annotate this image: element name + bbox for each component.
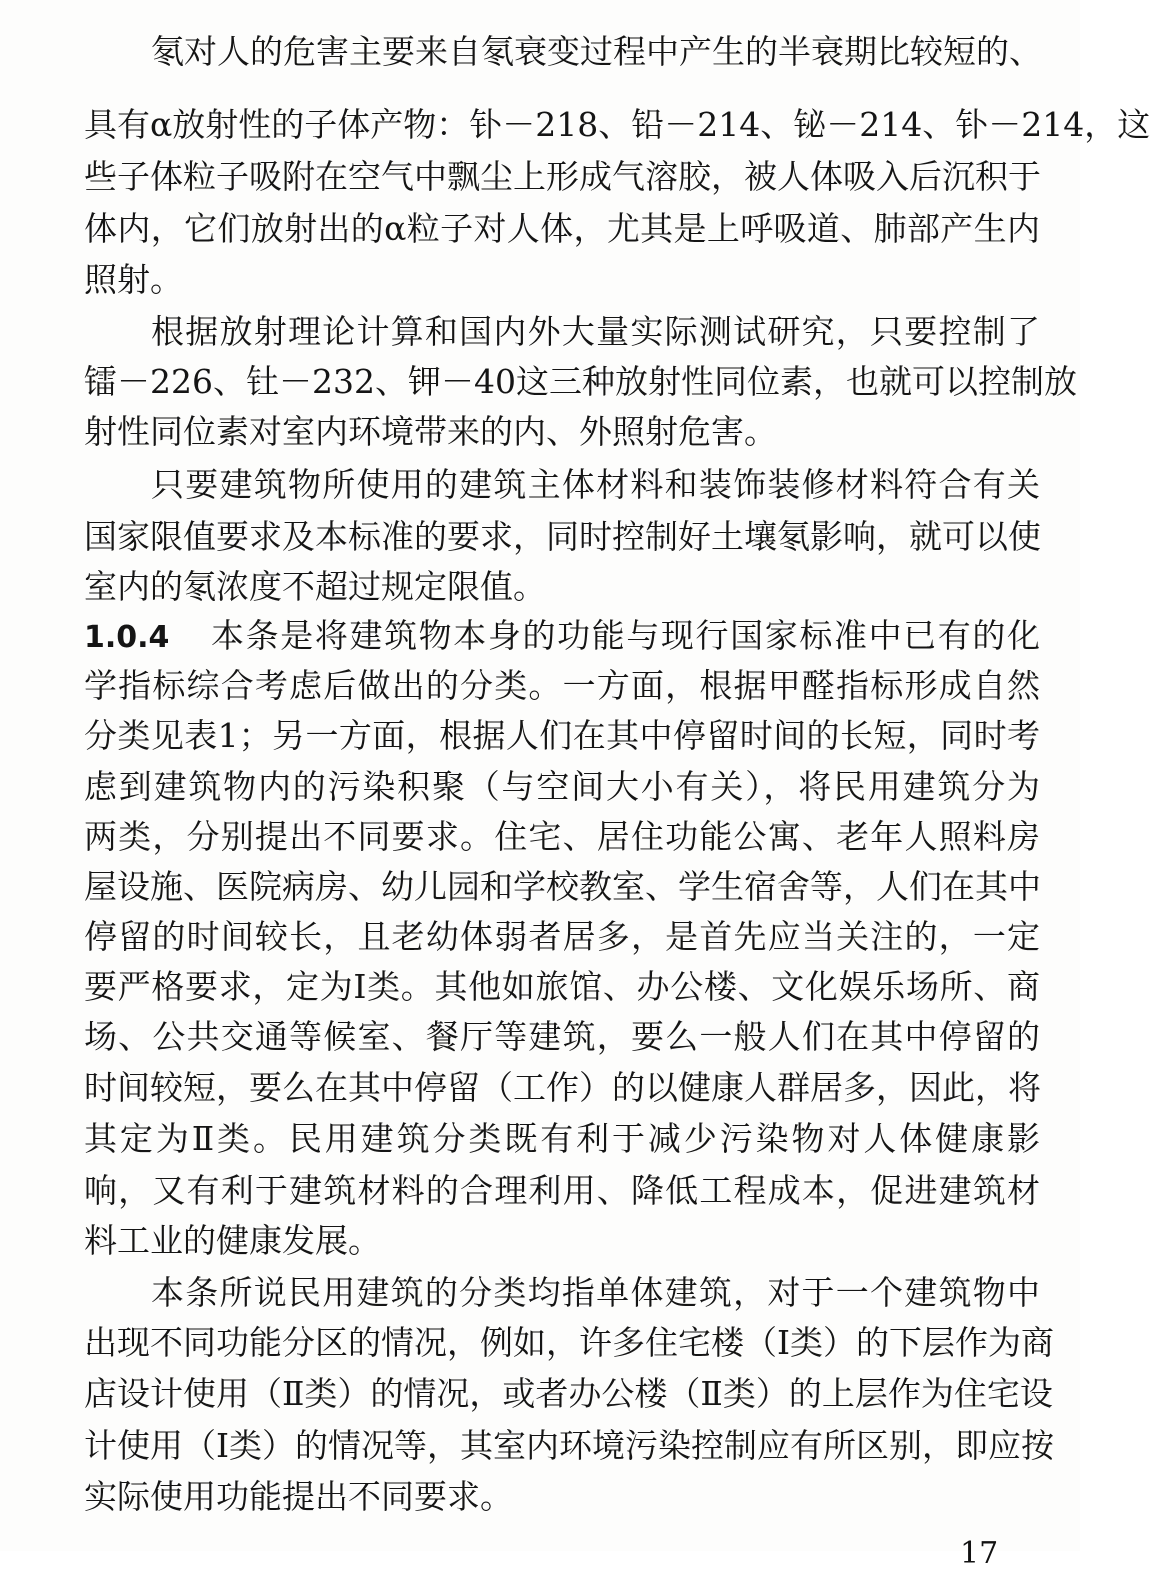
text-line: 两类，分别提出不同要求。住宅、居住功能公寓、老年人照料房 bbox=[84, 817, 1040, 856]
text-line: 射性同位素对室内环境带来的内、外照射危害。 bbox=[84, 412, 777, 451]
text-line: 只要建筑物所使用的建筑主体材料和装饰装修材料符合有关 bbox=[151, 465, 1040, 504]
text-line: 要严格要求，定为Ⅰ类。其他如旅馆、办公楼、文化娱乐场所、商 bbox=[84, 967, 1040, 1006]
text-line: 些子体粒子吸附在空气中飘尘上形成气溶胶，被人体吸入后沉积于 bbox=[84, 157, 1041, 196]
text-line: 出现不同功能分区的情况，例如，许多住宅楼（Ⅰ类）的下层作为商 bbox=[84, 1323, 1055, 1362]
text-line: 停留的时间较长，且老幼体弱者居多，是首先应当关注的，一定 bbox=[84, 917, 1040, 956]
text-line: 响，又有利于建筑材料的合理利用、降低工程成本，促进建筑材 bbox=[84, 1171, 1040, 1210]
text-line: 本条所说民用建筑的分类均指单体建筑，对于一个建筑物中 bbox=[151, 1273, 1040, 1312]
text-line: 根据放射理论计算和国内外大量实际测试研究，只要控制了 bbox=[151, 312, 1040, 351]
text-line: 学指标综合考虑后做出的分类。一方面，根据甲醛指标形成自然 bbox=[84, 666, 1040, 705]
text-line: 分类见表1；另一方面，根据人们在其中停留时间的长短，同时考 bbox=[84, 716, 1040, 755]
text-line: 氡对人的危害主要来自氡衰变过程中产生的半衰期比较短的、 bbox=[151, 32, 1042, 71]
text-line: 实际使用功能提出不同要求。 bbox=[84, 1477, 513, 1516]
text-line: 屋设施、医院病房、幼儿园和学校教室、学生宿舍等，人们在其中 bbox=[84, 867, 1041, 906]
text-line: 时间较短，要么在其中停留（工作）的以健康人群居多，因此，将 bbox=[84, 1068, 1041, 1107]
clause-first-line bbox=[84, 611, 1040, 661]
text-line: 室内的氡浓度不超过规定限值。 bbox=[84, 567, 546, 606]
text-line: 店设计使用（Ⅱ类）的情况，或者办公楼（Ⅱ类）的上层作为住宅设 bbox=[84, 1374, 1053, 1413]
text-line: 国家限值要求及本标准的要求，同时控制好土壤氡影响，就可以使 bbox=[84, 517, 1041, 556]
text-line: 其定为Ⅱ类。民用建筑分类既有利于减少污染物对人体健康影 bbox=[84, 1119, 1040, 1158]
text-line: 照射。 bbox=[84, 260, 183, 299]
text-line: 具有α放射性的子体产物：钋－218、铅－214、铋－214、钋－214，这 bbox=[84, 105, 1150, 144]
clause-number: 1.0.4 bbox=[84, 620, 170, 655]
text-line: 体内，它们放射出的α粒子对人体，尤其是上呼吸道、肺部产生内 bbox=[84, 209, 1040, 248]
page-number: 17 bbox=[960, 1536, 999, 1571]
text-line: 计使用（Ⅰ类）的情况等，其室内环境污染控制应有所区别，即应按 bbox=[84, 1426, 1055, 1465]
text-line: 场、公共交通等候室、餐厅等建筑，要么一般人们在其中停留的 bbox=[84, 1017, 1040, 1056]
text-line: 镭－226、钍－232、钾－40这三种放射性同位素，也就可以控制放 bbox=[84, 362, 1077, 401]
text-line: 本条是将建筑物本身的功能与现行国家标准中已有的化 bbox=[209, 616, 1040, 655]
text-line: 料工业的健康发展。 bbox=[84, 1221, 381, 1260]
text-line: 虑到建筑物内的污染积聚（与空间大小有关），将民用建筑分为 bbox=[84, 767, 1040, 806]
